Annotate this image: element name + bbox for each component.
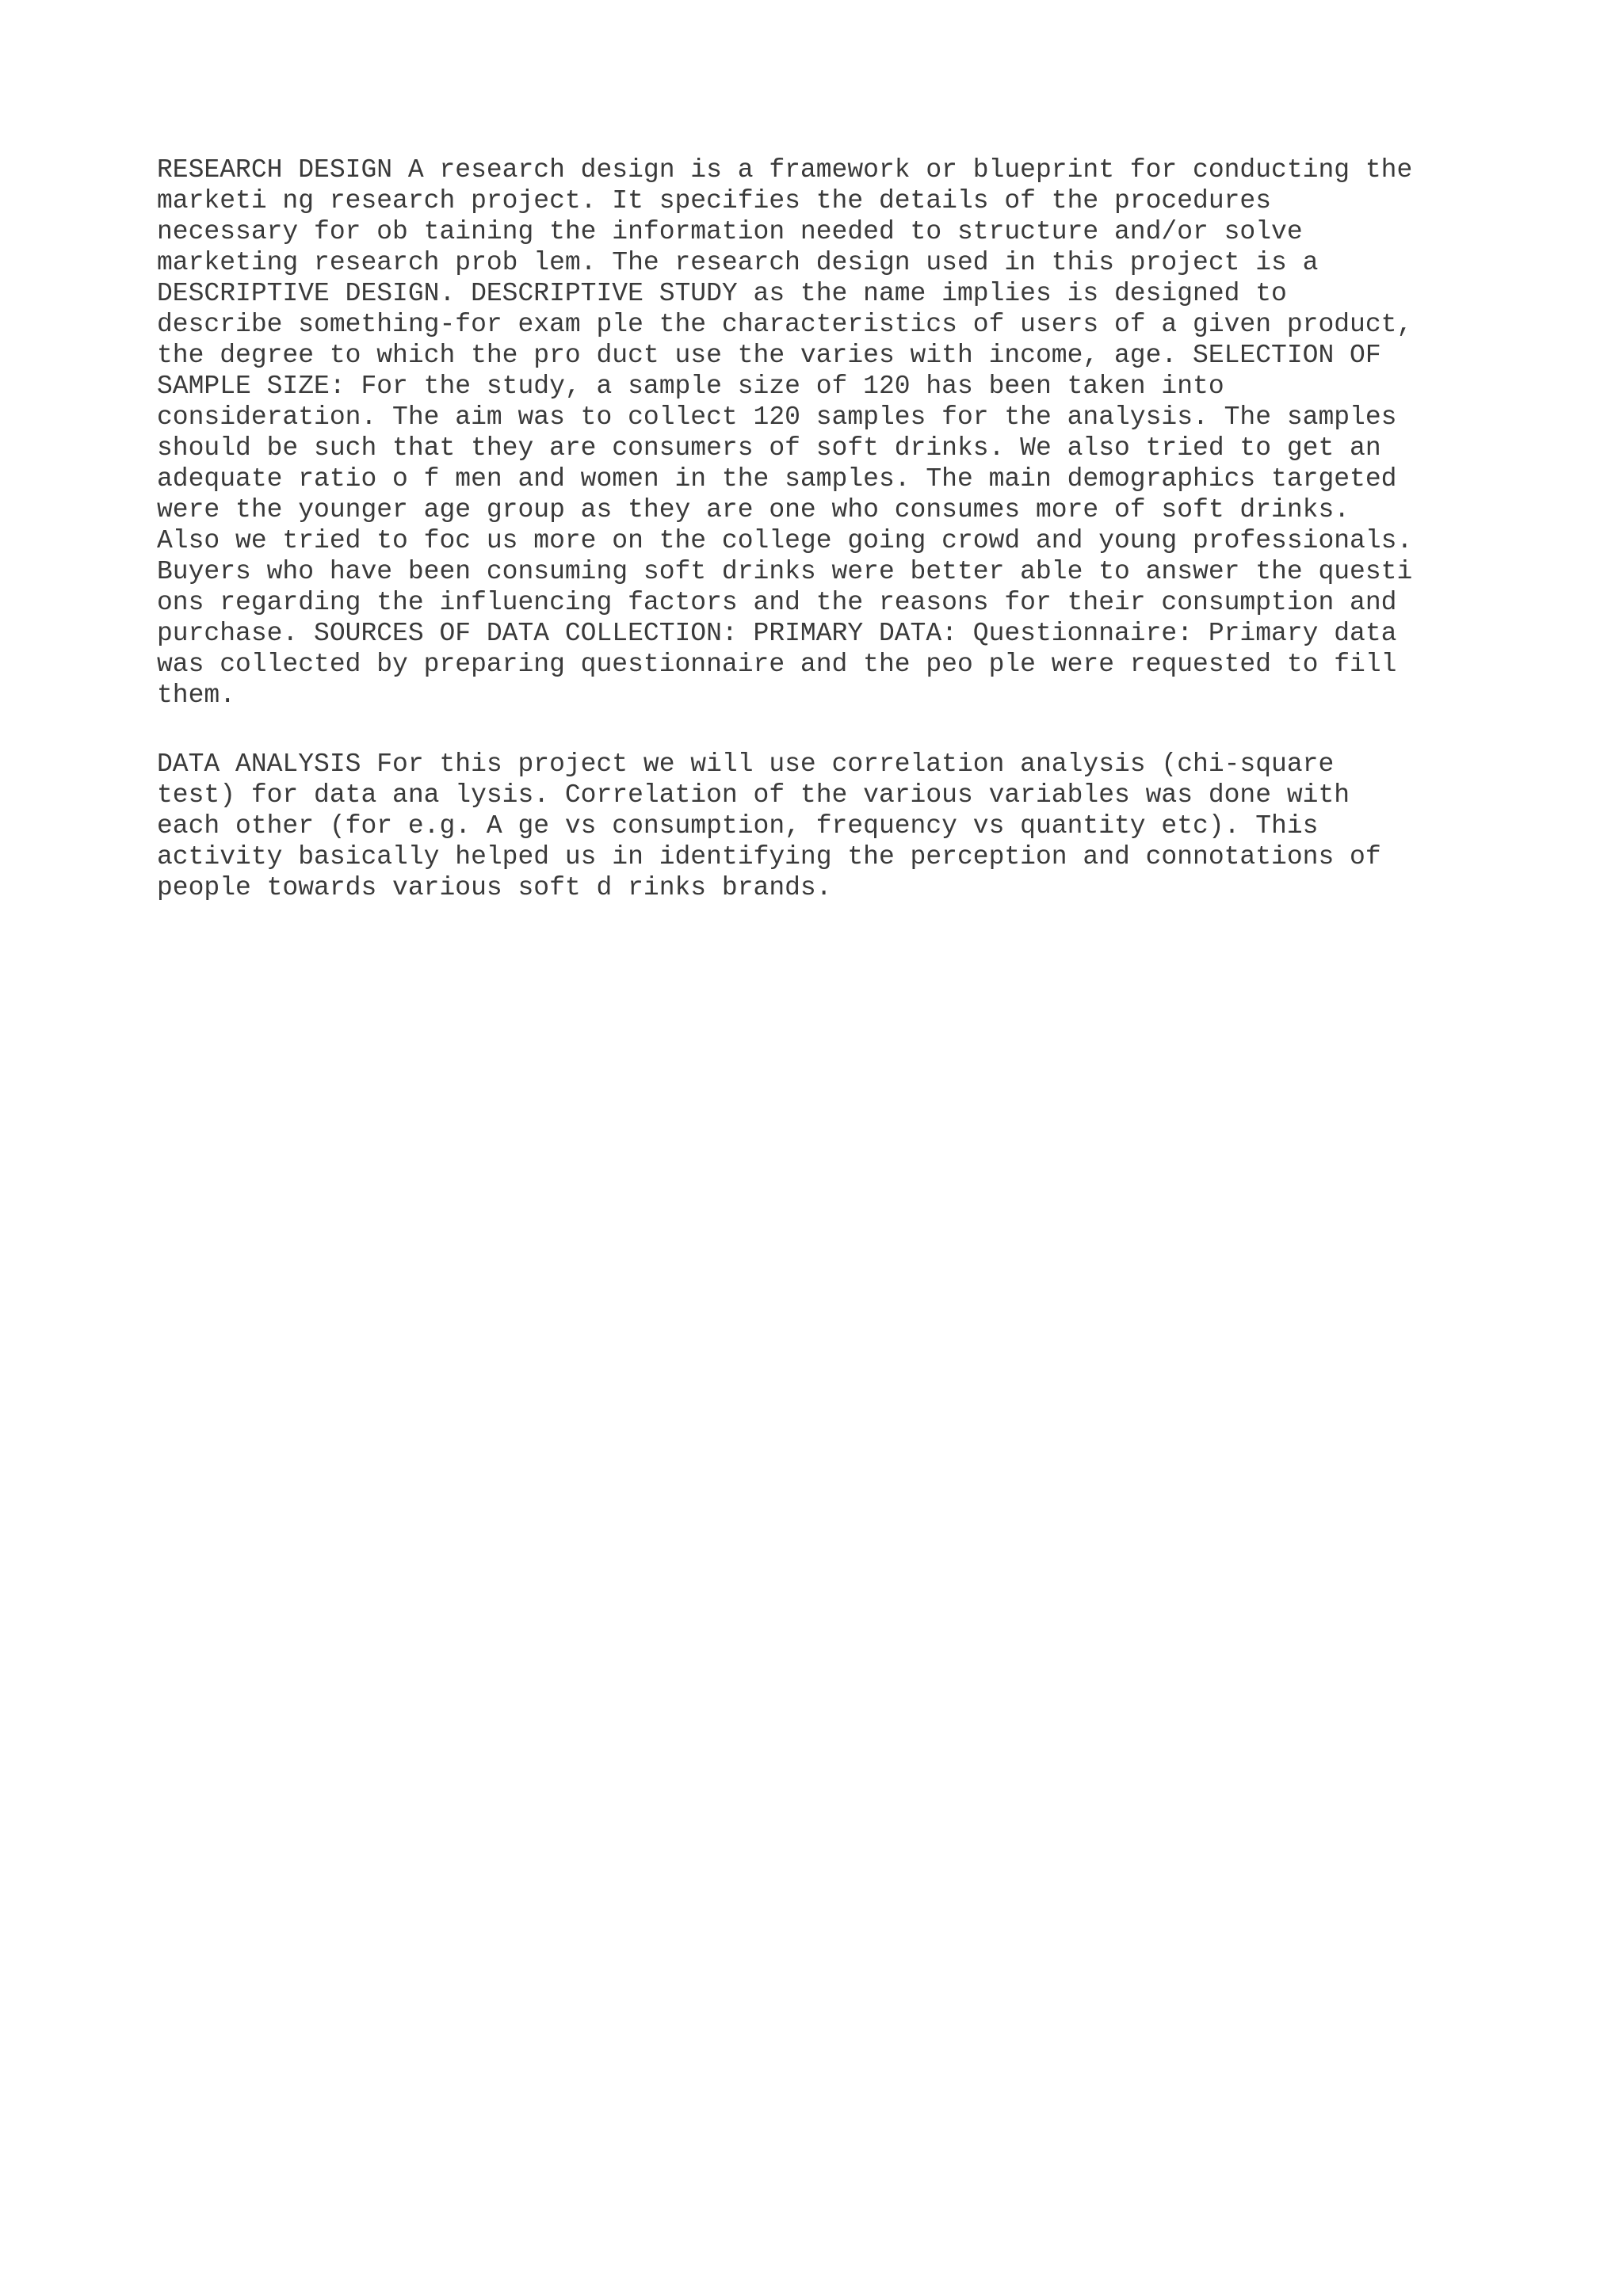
text-line: were the younger age group as they are one who consumes more of soft drinks. [157,495,1350,524]
text-line: people towards various soft d rinks brands. [157,873,832,902]
text-line: adequate ratio o f men and women in the samples. The main demographics targeted [157,464,1397,494]
paragraph-research-design [157,154,1488,711]
text-line: consideration. The aim was to collect 120 samples for the analysis. The samples [157,402,1397,432]
paragraph-data-analysis [157,749,1488,903]
text-line: SAMPLE SIZE: For the study, a sample size of 120 has been taken into [157,372,1224,401]
text-line: describe something-for exam ple the characteristics of users of a given product, [157,310,1413,339]
text-line: purchase. SOURCES OF DATA COLLECTION: PRIMARY DATA: Questionnaire: Primary data [157,619,1397,648]
text-line: should be such that they are consumers of soft drinks. We also tried to get an [157,433,1381,463]
text-line: necessary for ob taining the information needed to structure and/or solve [157,217,1303,246]
text-line: was collected by preparing questionnaire and the peo ple were requested to fill [157,650,1397,679]
text-line: each other (for e.g. A ge vs consumption, frequency vs quantity etc). This [157,811,1319,841]
text-line: DATA ANALYSIS For this project we will use correlation analysis (chi-square [157,749,1335,779]
text-line: activity basically helped us in identifying the perception and connotations of [157,842,1381,871]
text-line: DESCRIPTIVE DESIGN. DESCRIPTIVE STUDY as the name implies is designed to [157,279,1287,308]
text-line: ons regarding the influencing factors and the reasons for their consumption and [157,588,1397,617]
text-line: them. [157,681,236,710]
text-line: Buyers who have been consuming soft drinks were better able to answer the questi [157,557,1413,586]
text-line: marketi ng research project. It specifies the details of the procedures [157,186,1272,215]
text-line: test) for data ana lysis. Correlation of the various variables was done with [157,780,1350,810]
text-line: the degree to which the pro duct use the varies with income, age. SELECTION OF [157,341,1381,370]
text-line: Also we tried to foc us more on the college going crowd and young professionals. [157,526,1413,555]
text-line: marketing research prob lem. The research design used in this project is a [157,248,1319,277]
text-line: RESEARCH DESIGN A research design is a framework or blueprint for conducting the [157,155,1413,185]
